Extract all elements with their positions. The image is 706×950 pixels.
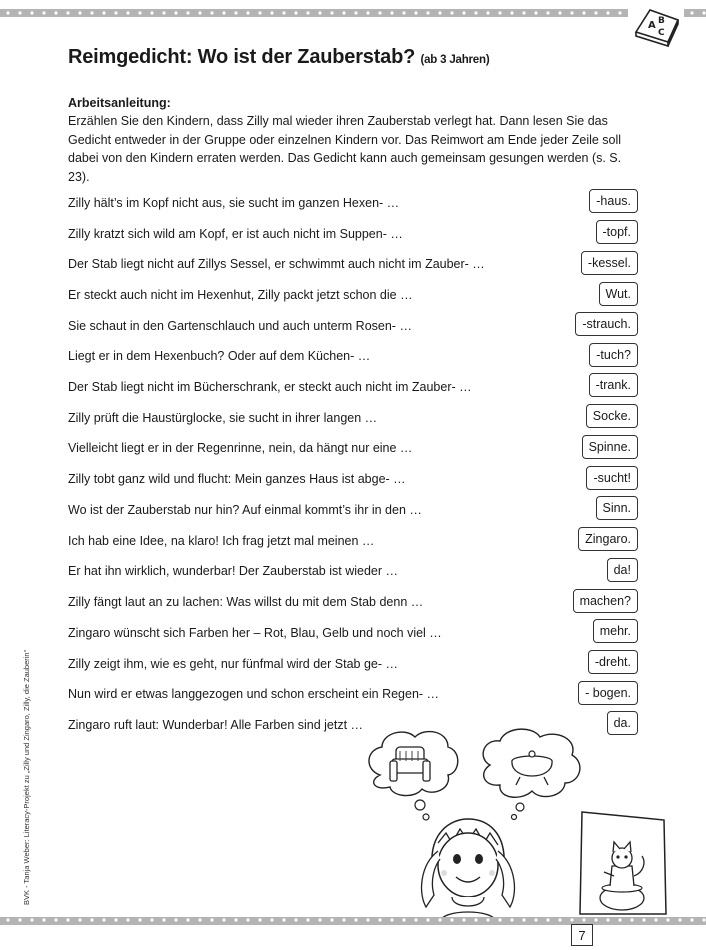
rhyme-word-box: da. (607, 711, 638, 735)
rhyme-word-box: -tuch? (589, 343, 638, 367)
svg-text:A: A (648, 20, 656, 31)
rhyme-word-box: -strauch. (575, 312, 638, 336)
poem-line: Ich hab eine Idee, na klaro! Ich frag jetzt mal meinen … (68, 534, 375, 548)
poem-line: Zingaro wünscht sich Farben her – Rot, Blau, Gelb und noch viel … (68, 626, 442, 640)
rhyme-word-box: Socke. (586, 404, 638, 428)
age-note: (ab 3 Jahren) (420, 54, 490, 66)
rhyme-word-box: -dreht. (588, 650, 638, 674)
rhyme-word-box: da! (607, 558, 638, 582)
poem-line: Zingaro ruft laut: Wunderbar! Alle Farben sind jetzt … (68, 718, 364, 732)
abc-blocks-icon (628, 2, 684, 48)
poem-line: Zilly fängt laut an zu lachen: Was willst du mit dem Stab denn … (68, 595, 424, 609)
rhyme-word-box: -sucht! (586, 466, 638, 490)
poem-line: Liegt er in dem Hexenbuch? Oder auf dem Küchen- … (68, 349, 371, 363)
poem-line: Er steckt auch nicht im Hexenhut, Zilly packt jetzt schon die … (68, 288, 413, 302)
instructions-text: Erzählen Sie den Kindern, dass Zilly mal wieder ihren Zauberstab verlegt hat. Dann lesen Sie das Gedicht entweder in der Gruppe oder einzelnen Kindern vor. Das Reimwort am Ende jeder Zeile soll dabei von den Kindern erraten werden. Das Gedicht kann auch gemeinsam gesungen werden (s. S. 23). (68, 114, 622, 184)
poem-line: Sie schaut in den Gartenschlauch und auch unterm Rosen- … (68, 319, 412, 333)
rhyme-word-box: -trank. (589, 373, 638, 397)
poem-line: Der Stab liegt nicht auf Zillys Sessel, er schwimmt auch nicht im Zauber- … (68, 257, 485, 271)
poem-line: Der Stab liegt nicht im Bücherschrank, er steckt auch nicht im Zauber- … (68, 380, 472, 394)
poem-line: Nun wird er etwas langgezogen und schon erscheint ein Regen- … (68, 687, 440, 701)
svg-text:C: C (658, 28, 665, 38)
poem-line: Er hat ihn wirklich, wunderbar! Der Zauberstab ist wieder … (68, 564, 398, 578)
rhyme-word-box: Sinn. (596, 496, 639, 520)
rhyme-word-box: -topf. (596, 220, 639, 244)
credit-text: BVK - Tanja Weber: Literacy-Projekt zu „Zilly und Zingaro, Zilly, die Zauberin“ (22, 649, 31, 905)
rhyme-word-box: Spinne. (582, 435, 638, 459)
page-title (68, 46, 489, 69)
rhyme-word-box: -kessel. (581, 251, 638, 275)
poem-line: Zilly prüft die Haustürglocke, sie sucht in ihrer langen … (68, 411, 378, 425)
rhyme-word-box: mehr. (593, 619, 638, 643)
bottom-dots-decoration (0, 916, 706, 926)
poem-line: Vielleicht liegt er in der Regenrinne, nein, da hängt nur eine … (68, 441, 413, 455)
rhyme-word-box: Zingaro. (578, 527, 638, 551)
cauldron-icon (483, 729, 580, 819)
svg-text:B: B (658, 16, 665, 26)
rhyme-word-box: machen? (573, 589, 638, 613)
poem-line: Zilly tobt ganz wild und flucht: Mein ganzes Haus ist abge- … (68, 472, 406, 486)
rhyme-word-box: - bogen. (578, 681, 638, 705)
poem-line: Zilly zeigt ihm, wie es geht, nur fünfmal wird der Stab ge- … (68, 657, 398, 671)
page-number: 7 (571, 924, 593, 946)
armchair-icon (369, 732, 458, 820)
rhyme-word-box: -haus. (589, 189, 638, 213)
title-text: Reimgedicht: Wo ist der Zauberstab? (68, 46, 416, 68)
instructions-heading: Arbeitsanleitung: (68, 96, 171, 110)
poem-line: Wo ist der Zauberstab nur hin? Auf einmal kommt’s ihr in den … (68, 503, 422, 517)
top-dots-decoration (0, 9, 706, 19)
girl-illustration (360, 725, 600, 925)
cat-illustration (578, 810, 668, 916)
poem-line: Zilly hält’s im Kopf nicht aus, sie sucht im ganzen Hexen- … (68, 196, 400, 210)
rhyme-word-box: Wut. (599, 282, 638, 306)
poem-line: Zilly kratzt sich wild am Kopf, er ist auch nicht im Suppen- … (68, 227, 403, 241)
